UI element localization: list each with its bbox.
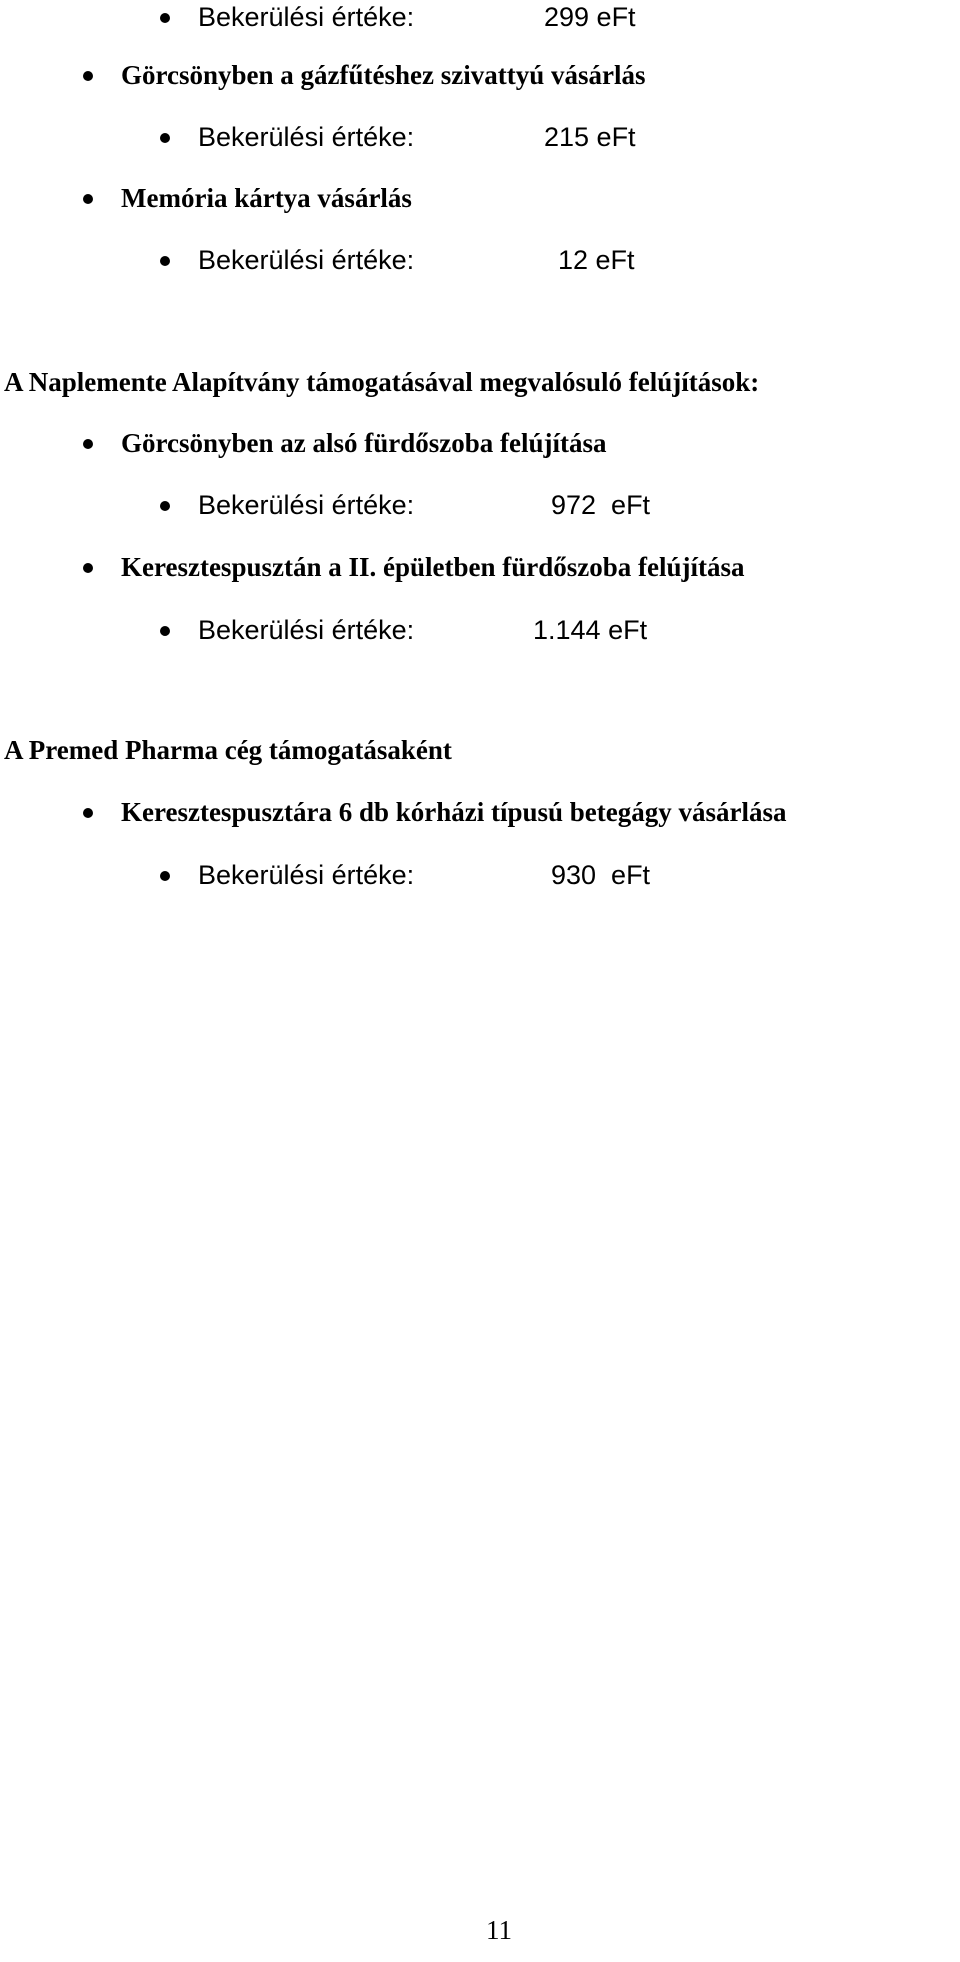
list-bullet bbox=[160, 871, 170, 881]
cost-label: Bekerülési értéke: bbox=[198, 615, 415, 645]
cost-value: 215 eFt bbox=[544, 122, 636, 152]
list-bullet bbox=[160, 13, 170, 23]
cost-label: Bekerülési értéke: bbox=[198, 245, 415, 275]
list-bullet bbox=[160, 501, 170, 511]
item-title: Memória kártya vásárlás bbox=[121, 183, 412, 213]
list-bullet bbox=[160, 133, 170, 143]
list-bullet bbox=[160, 626, 170, 636]
section-heading: A Naplemente Alapítvány támogatásával megvalósuló felújítások: bbox=[4, 367, 760, 397]
cost-value: 299 eFt bbox=[544, 2, 636, 32]
item-title: Görcsönyben a gázfűtéshez szivattyú vásárlás bbox=[121, 60, 646, 90]
list-bullet bbox=[83, 194, 93, 204]
cost-label: Bekerülési értéke: bbox=[198, 122, 415, 152]
cost-value: 972 eFt bbox=[551, 490, 651, 520]
item-title: Keresztespusztára 6 db kórházi típusú betegágy vásárlása bbox=[121, 797, 787, 827]
item-title: Keresztespusztán a II. épületben fürdőszoba felújítása bbox=[121, 552, 745, 582]
cost-value: 12 eFt bbox=[558, 245, 635, 275]
section-heading: A Premed Pharma cég támogatásaként bbox=[4, 735, 452, 765]
page-number: 11 bbox=[486, 1915, 512, 1945]
cost-value: 1.144 eFt bbox=[533, 615, 648, 645]
list-bullet bbox=[83, 563, 93, 573]
item-title: Görcsönyben az alsó fürdőszoba felújítása bbox=[121, 428, 607, 458]
list-bullet bbox=[83, 439, 93, 449]
cost-label: Bekerülési értéke: bbox=[198, 490, 415, 520]
cost-label: Bekerülési értéke: bbox=[198, 2, 415, 32]
list-bullet bbox=[83, 71, 93, 81]
list-bullet bbox=[83, 808, 93, 818]
cost-label: Bekerülési értéke: bbox=[198, 860, 415, 890]
list-bullet bbox=[160, 256, 170, 266]
cost-value: 930 eFt bbox=[551, 860, 651, 890]
